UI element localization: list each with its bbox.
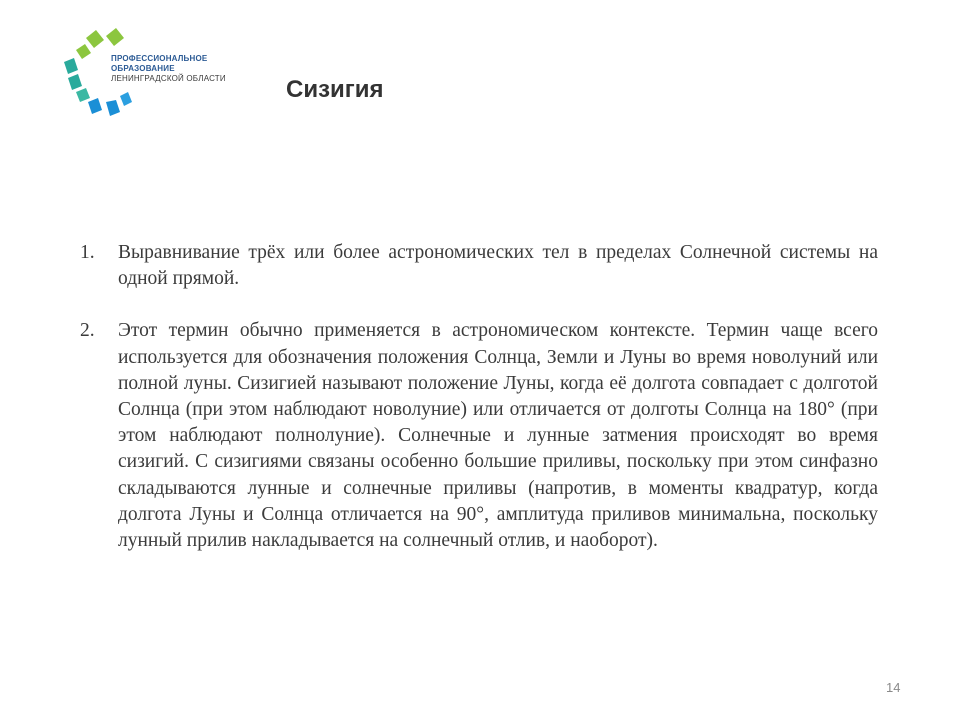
logo-wordmark (111, 54, 226, 84)
logo-line-3: ЛЕНИНГРАДСКОЙ ОБЛАСТИ (111, 74, 226, 83)
slide-title: Сизигия (286, 76, 384, 103)
list-item-number: 1. (80, 242, 95, 263)
page-number: 14 (886, 680, 901, 695)
list-item-text: Выравнивание трёх или более астрономических тел в пределах Солнечной системы на одной прямой. (118, 242, 878, 290)
list-item-number: 2. (80, 320, 95, 342)
logo-line-2: ОБРАЗОВАНИЕ (111, 64, 175, 73)
organization-logo (62, 28, 242, 120)
list-item (80, 318, 878, 554)
list-item (80, 240, 878, 292)
definition-list (80, 240, 878, 554)
logo-line-1: ПРОФЕССИОНАЛЬНОЕ (111, 54, 208, 63)
list-item-text: Этот термин обычно применяется в астрономическом контексте. Термин чаще всего используется для обозначения положения Солнца, Земли и Луны во время новолуний или полной луны. Сизигией называют положение Луны, когда её долгота совпадает с долготой Солнца (при этом наблюдают новолуние) или отличается от долготы Солнца на 180° (при этом наблюдают полнолуние). Солнечные и лунные затмения происходят во время сизигий. С сизигиями связаны особенно большие приливы, поскольку при этом синфазно складываются лунные и солнечные приливы (напротив, в моменты квадратур, когда долгота Луны и Солнца отличается на 90°, амплитуда приливов минимальна, поскольку лунный прилив накладывается на солнечный отлив, и наоборот). (118, 320, 878, 552)
